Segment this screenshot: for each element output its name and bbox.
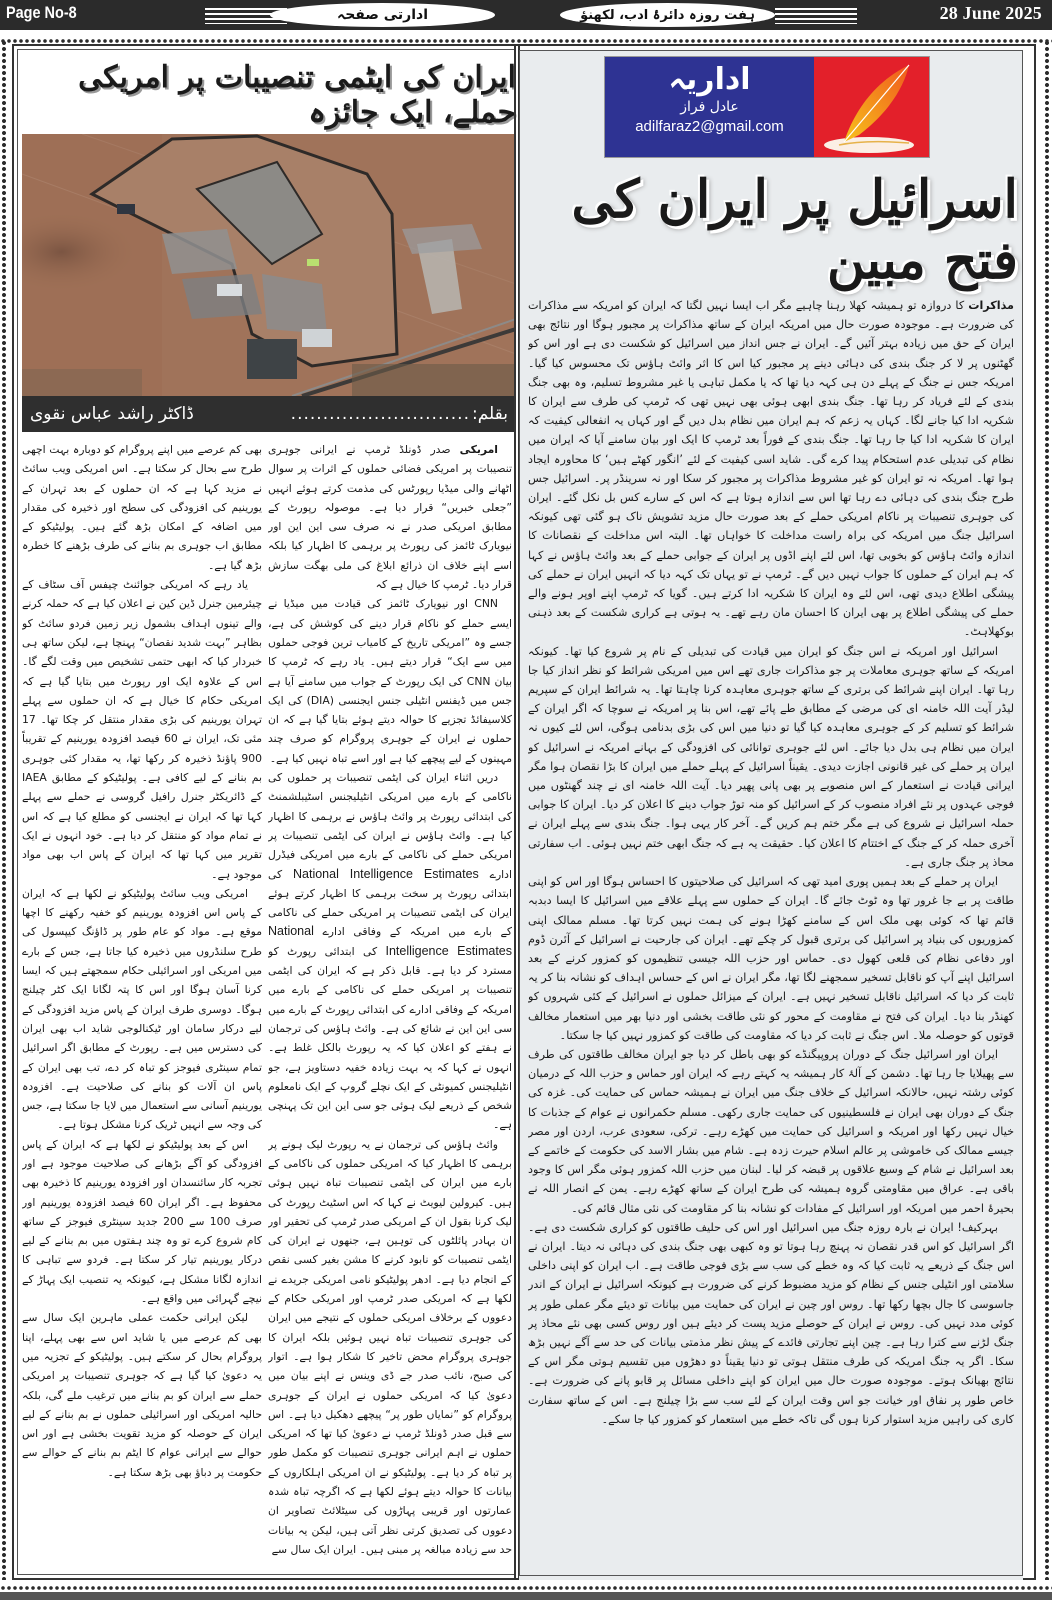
editorial-paragraph: [528, 1045, 1014, 1218]
english-term: National Intelligence Estimates: [268, 924, 512, 958]
paragraph-text: CNN اور نیویارک ٹائمز کی قیادت میں میڈیا نے ایسے حملے کو ناکام قرار دینے کی کوشش کی ہے، جسے وہ ”امریکی تاریخ کے کامیاب ترین فوجی حملوں میں سے ایک“ قرار دیتے ہیں۔ یاد رہے کہ ٹرمپ کا بیان CNN کی ایک رپورٹ کے جواب میں سامنے آیا ہے جس میں ڈیفنس انٹیلی جنس ایجنسی (DIA) کی ایک کلاسیفائڈ تجزیے کا حوالہ دیتے ہوئے بتایا گیا ہے کہ ان حملوں نے ایران کے جوہری پروگرام کو صرف چند مہینوں کے لیے پیچھے کیا ہے اور اسے تباہ نہیں کیا ہے۔: [268, 597, 512, 765]
paragraph-text: کی ابتدائی رپورٹ کو مسترد کر دیا ہے۔ قابل ذکر ہے کہ ایران کی ایٹمی تنصیبات پر امریکی حملے کی ناکامی کے بارے میں امریکہ کے وفاقی ادارے کی ابتدائی رپورٹ کے بارے میں سی این این نے شائع کی ہے۔ وائٹ ہاؤس کی ترجمان نے ہفتے کو اعلان کیا کہ یہ رپورٹ بالکل غلط ہے۔ انہوں نے کہا کہ یہ بہت زیادہ خفیہ دستاویز ہے، جو انٹیلیجنس کمیونٹی کے ایک نچلے گروپ کے ایک نامعلوم شخص کے ذریعے لیک ہوئی جو سی این این تک پہنچی ہے۔: [268, 944, 512, 1132]
left-article-headline: ایران کی ایٹمی تنصیبات پر امریکی حملے، ایک جائزہ: [78, 60, 516, 130]
paragraph-text: امریکی ویب سائٹ پولیٹیکو نے لکھا ہے کہ ایران کے پاس اس افزودہ یورینیم کو خفیہ رکھنے کا اچھا موقع ہے۔ مواد کو عام طور پر ڈاؤنگ کیپسول کی طرح سلنڈروں میں ذخیرہ کیا جاتا ہے، جس کے بارے میں امریکی اور اسرائیلی حکام سمجھتے ہیں کہ ایسا کرنا آسان ہوگا اور اس کا پتہ لگانا ایک کٹر چیلنج ہوگا۔ دوسری طرف ایران کے پاس مزید افزودگی کے لیے درکار سامان اور ٹیکنالوجی شاید اب بھی ایران کی دسترس میں ہے۔ رپورٹ کے مطابق اگر اسرائیل تمام سینٹری فیوجز کو تباہ کر دے، تب بھی ایران کے پاس ان آلات کو بنانے کی صلاحیت ہے۔ افزودہ یورینیم آسانی سے استعمال میں لایا جا سکتا ہے، جس کی وجہ سے انہیں ٹریک کرنا مشکل ہوتا ہے۔: [22, 886, 262, 1132]
lead-word: امریکی: [459, 443, 498, 456]
issue-date: 28 June 2025: [939, 3, 1042, 23]
editorial-body: [528, 296, 1014, 1574]
paragraph-text: کی ابتدائی رپورٹ پر سخت برہمی کا اظہار کرتے ہوئے ایران کی ایٹمی تنصیبات پر امریکی حملے کی ناکامی کے بارے میں امریکہ کے وفاقی ادارے: [268, 867, 512, 939]
article-paragraph: [22, 440, 262, 575]
banner-text-panel: [605, 57, 814, 157]
paragraph-text: ایران اور اسرائیل جنگ کے دوران پروپیگنڈے کو بھی باطل کر دیا جو ایران مخالف طاقتوں کی طرف سے پھیلایا جا رہا تھا۔ دشمن کے آلۂ کار ہمیشہ یہ کہتے رہے کہ ایران اور حماس و حزب اللہ کے درمیان کوئی رشتہ نہیں، حالانکہ اسرائیل کے خلاف جنگ میں ایران نے ہمیشہ حماس کی حمایت کی۔ غزہ کی جنگ کے دوران بھی ایران نے فلسطینیوں کی حمایت جاری رکھی۔ مسلم حکمرانوں نے عوام کے جذبات کا خیال نہیں رکھا اور امریکہ و اسرائیل کی حمایت میں کھڑے رہے۔ ترکی، سعودی عرب، اردن اور مصر جیسے ممالک کی خاموشی پر عالم اسلام حیرت زدہ ہے۔ شام میں بشار الاسد کی حکومت کے خاتمے کے بعد اسرائیل نے شام کے وسیع علاقوں پر قبضہ کر لیا۔ لبنان میں حزب اللہ کمزور ہوئی مگر اس کا وجود باقی ہے۔ عراق میں مقاومتی گروہ ہمیشہ کی طرح ایران کے ساتھ کھڑے رہے۔ یمن کے انصار اللہ نے بحیرۂ احمر میں امریکہ اور اسرائیل کے مفادات کو نشانہ بنا کر مقاومت کی نئی مثال قائم کی۔: [528, 1047, 1014, 1215]
paragraph-text: وائٹ ہاؤس کی ترجمان نے یہ رپورٹ لیک ہونے پر برہمی کا اظہار کیا کہ امریکی حملوں کی ناکامی کے بارے میں ایران کی ایٹمی تنصیبات تباہ نہیں ہوئی ہیں۔ کیرولین لیویٹ نے کہا کہ اس اسٹیٹ رپورٹ کی لیک کرنا بقول ان کے امریکی صدر ٹرمپ کی تحقیر اور ان بہادر پائلٹوں کی توہین ہے، جنھوں نے ایران کی ایٹمی تنصیبات کو نابود کرنے کا مشن بغیر کسی نقص کے انجام دیا ہے۔ ادھر پولیٹیکو نامی امریکی جریدے نے لکھا ہے کہ امریکی صدر ٹرمپ اور امریکی حکام کے دعووں کے برخلاف امریکی حملوں کے نتیجے میں ایران کی جوہری تنصیبات تباہ نہیں ہوئیں بلکہ ایران کا جوہری پروگرام محض تاخیر کا شکار ہوا ہے۔ اتوار کی صبح، نائب صدر جے ڈی وینس نے اپنے بیان میں دعویٰ کیا کہ امریکی حملوں نے ایران کے جوہری پروگرام کو ”نمایاں طور پر“ پیچھے دھکیل دیا ہے۔ اس سے قبل صدر ڈونلڈ ٹرمپ نے دعویٰ کیا تھا کہ امریکی حملوں نے اہم ایرانی جوہری تنصیبات کو مکمل طور پر تباہ کر دیا ہے۔ پولیٹیکو نے ان امریکی اہلکاروں کے بیانات کا حوالہ دیتے ہوئے لکھا ہے کہ اگرچہ تباہ شدہ عمارتوں اور قریبی پہاڑوں کی سیٹلائٹ تصاویر ان دعووں کی تصدیق کرتی نظر آتی ہیں، لیکن یہ بیانات حد سے زیادہ مبالغہ پر مبنی ہیں۔ ایران ایک سال سے: [268, 1137, 512, 1556]
paragraph-text: ایران پر حملے کے بعد ہمیں پوری امید تھی کہ اسرائیل کی صلاحیتوں کا احساس ہوگا اور اس کو اپنی طاقت پر بے جا غرور تھا وہ ٹوٹ جائے گا۔ ایران کے حملوں سے پہلے علاقے میں اسرائیل کا ایسا دبدبہ قائم تھا کہ کوئی بھی ملک اس کے سامنے کھڑا ہونے کی ہمت نہیں کرتا تھا۔ مسلم ممالک اپنی کمزوریوں کی بنیاد پر اسرائیل کی برتری قبول کر چکے تھے۔ ایران کی جارحیت نے اسرائیل کے آئرن ڈوم اور دفاعی نظام کی قلعی کھول دی۔ حماس اور حزب اللہ جیسی تنظیموں کو کمزور کرنے کے بعد اسرائیل اپنے آپ کو ناقابل تسخیر سمجھنے لگا تھا، مگر ایران نے اس کے حساس اہداف کو نشانہ بنا کر یہ ثابت کر دیا کہ اسرائیل ناقابل تسخیر نہیں ہے۔ ایران کے میزائل حملوں نے اسرائیل کے کئی شہروں کو کھنڈر بنا دیا۔ ایران کی فتح نے مقاومت کے محور کو نئی طاقت بخشی اور دنیا بھر میں استعمار مخالف قوتوں کو حوصلہ ملا۔ اس جنگ نے ثابت کر دیا کہ مقاومت کی طاقت کو کمزور نہیں کیا جا سکتا۔: [528, 875, 1014, 1042]
paragraph-text: لیکن ایرانی حکمت عملی ماہرین ایک سال سے بھی کم عرصے میں یا شاید اس سے بھی پہلے، اپنا پروگرام بحال کر سکتے ہیں۔ پولیٹیکو کے تجزیہ میں یہ دعویٰ کیا گیا ہے کہ جوہری تنصیبات پر امریکی حملے سے ایران کو بم بنانے میں ترغیب ملے گی، بلکہ حالیہ امریکی اور اسرائیلی حملوں نے بم بنانے کے لیے ایران کے حوصلہ کو مزید تقویت بخشی ہے اور اس حوالے سے ایرانی عوام کا ایٹم بم بنانے کے حوالے سے حکومت پر دباؤ بھی بڑھ سکتا ہے۔: [22, 1311, 262, 1479]
masthead: [0, 0, 1052, 30]
english-term: National Intelligence Estimates: [293, 866, 479, 881]
author-email: adilfaraz2@gmail.com: [635, 118, 784, 135]
editorial-headline: اسرائیل پر ایران کی فتح مبین: [571, 169, 1018, 291]
editorial-paragraph: [528, 1218, 1014, 1429]
article-paragraph: [22, 1308, 262, 1482]
paragraph-text: اسرائیل اور امریکہ نے اس جنگ کو ایران میں قیادت کی تبدیلی کے نام پر شروع کیا تھا۔ کیونکہ امریکہ کے ساتھ جوہری معاملات پر جو مذاکرات جاری تھے اس میں امریکی شرائط کو نظر انداز کیا جا رہا تھا۔ ایران اپنے شرائط کی برتری کے ساتھ جوہری معاہدہ کرنا چاہتا تھا۔ یہ شرائط ایران کے سپریم لیڈر آیت اللہ خامنہ ای کی مرضی کے مطابق طے پائے تھے، اس بنا پر امریکہ نے سوچا کہ اگر ایران کے شرائط کو تسلیم کر کے جوہری معاہدہ کیا گیا تو دنیا میں اس کی بڑی بدنامی ہوگی، اس لئے کیوں نہ ایران میں نظام ہی بدل دیا جائے۔ اس لئے جوہری توانائی کی افزودگی کے بہانے امریکہ نے اسرائیل کو ایران پر حملے کی غیر قانونی اجازت دیدی۔ یقیناً اسرائیل کے پہلے حملے میں ایران کا بڑا نقصان ہوا مگر ایرانی قیادت نے استعمار کے اس منصوبے پر بھی پانی پھیر دیا۔ آیت اللہ خامنہ ای نے چند گھنٹوں میں فوجی عہدوں پر نئے افراد منصوب کر کے اسرائیل کو منہ توڑ جواب دینے کا اعلان کر دیا۔ ایران کا جوابی حملہ اسرائیل نے شروع کی ہے مگر ختم ہم کریں گے۔ آخر کار یہی ہوا۔ جنگ بندی سے پہلے ایران نے آخری حملہ کر کے جنگ کے اختتام کا اعلان کیا۔ حقیقت یہ ہے کہ جنگ ابھی ختم نہیں ہوئی۔ اب سفارتی محاذ پر جنگ جاری ہے۔: [528, 644, 1014, 869]
stripes-decoration: [775, 8, 857, 24]
left-article-column-right: [268, 440, 512, 1575]
quill-panel: [814, 57, 929, 157]
article-paragraph: [268, 1135, 512, 1560]
article-paragraph: [22, 575, 262, 884]
editorial-paragraph: [528, 872, 1014, 1045]
paragraph-text: کا دروازہ تو ہمیشہ کھلا رہنا چاہیے مگر اب ایسا نہیں لگتا کہ ایران کو امریکہ سے مذاکرات کی ضرورت ہے۔ موجودہ صورت حال میں امریکہ ایران کے ساتھ مذاکرات پر مجبور ہوگا اور نتائج بھی ایران کے حق میں زیادہ بہتر آئیں گے۔ ایران نے جس انداز میں اسرائیل کو شکست دی ہے اور اس کو گھٹنوں پر لا کر جنگ بندی کی دہائی دینے پر مجبور کیا اس کا اثر وائٹ ہاؤس تک محسوس کیا گیا۔ امریکہ جس نے جنگ کے پہلے دن ہی کہہ دیا تھا کہ یا مکمل تباہی یا غیر مشروط تسلیم، وہ بھی جنگ بندی کے لئے فریاد کر رہا تھا۔ جنگ بندی ابھی ہوئی بھی نہیں تھی کہ ٹرمپ کی طرف سے ایران کا شکریہ ادا کیا جانے لگا۔ کہاں یہ زعم کہ ہم ایران میں نظام بدل دیں گے اور کہاں یہ انفعالی کیفیت کہ ایران کا شکریہ ادا کیا جا رہا تھا۔ جنگ بندی کے فوراً بعد ٹرمپ کا ایک اور بیان سامنے آیا کہ ایران میں نظام کی تبدیلی عدم استحکام پیدا کرے گی۔ شاید اسی کیفیت کے لئے ’انگور کھٹے ہیں‘ کا محاورہ ایجاد ہوا تھا۔ امریکہ نہ تو ایران کو غیر مشروط مذاکرات پر مجبور کر سکا اور نہ سرینڈر پر۔ اسرائیل جس طرح جنگ بندی کی دہائی دے رہا تھا اس سے اندازہ ہوتا ہے کہ اس کے سارے کس بل نکل گئے۔ ایران کی جوہری تنصیبات پر ناکام امریکی حملے کے بعد صورت حال مزید تشویش ناک ہو گئی تھی کیونکہ اسرائیل جنگ میں امریکہ کی براہ راست مداخلت کا خواہاں تھا۔ البتہ اس مداخلت کے نقصانات کا اندازہ وائٹ ہاؤس کو بخوبی تھا، اس لئے اپنے اڈوں پر ایران کے جوابی حملے کے بعد وائٹ ہاؤس نے کہا کہ ہم ایران کے حملوں کا جواب نہیں دیں گے۔ ٹرمپ نے تو یہاں تک کہہ دیا کہ انہیں ایران نے حملے کی پیشگی اطلاع دیدی تھی، اس لئے وہ ایران کا شکریہ ادا کرتے ہیں۔ گویا کہ ٹرمپ اپنے اوپر ہونے والے حملے کی پیشگی اطلاع پر بھی ایران کا احسان مان رہے تھے۔ یہ ہوتی ہے کراری شکست کے بعد ذہنی بوکھلاہٹ۔: [528, 299, 1014, 639]
paragraph-text: صدر ڈونلڈ ٹرمپ نے ایرانی جوہری تنصیبات پر امریکی فضائی حملوں کے اثرات پر سوال اٹھانے والی میڈیا رپورٹس کی مذمت کرتے ہوئے انہیں ”جعلی خبریں“ قرار دیا ہے۔ موصولہ رپورٹ کے مطابق امریکی صدر نے نہ صرف سی این این اور نیویارک ٹائمز کی رپورٹ پر برہمی کا اظہار کیا بلکہ اسے اپنے خلاف ان ذرائع ابلاغ کی ملی بھگت سازش قرار دیا۔ ٹرمپ کا خیال ہے کہ: [268, 443, 512, 592]
left-article-column-left: [22, 440, 262, 1575]
paragraph-text: بہرکیف! ایران نے بارہ روزہ جنگ میں اسرائیل اور اس کی حلیف طاقتوں کو کراری شکست دی ہے۔ اگر اسرائیل کو اس قدر نقصان نہ پہنچ رہا ہوتا تو وہ کبھی بھی جنگ بندی کی دہائی نہ دیتا۔ ایران نے اس جنگ کے ذریعے یہ ثابت کیا کہ وہ خطے کی سب سے بڑی فوجی طاقت ہے۔ اب ایران کو اپنی داخلی سلامتی اور انٹیلی جنس کے نظام کو مزید مضبوط کرنے کی ضرورت ہے کیونکہ اسرائیل نے ایران کے اندر جاسوسی کا جال بچھا رکھا تھا۔ روس اور چین نے ایران کی حمایت میں بیانات تو دیئے مگر عملی طور پر کوئی مدد نہیں کی۔ روس نے ایران کے حوصلے مزید پست کر دیئے ہیں اور روس کسی بھی نئے محاذ پر جنگ لڑنے سے کترا رہا ہے۔ چین اپنے تجارتی فائدے کے پیش نظر مذمتی بیانات کی حد سے آگے نہیں بڑھ سکا۔ اگر یہ جنگ امریکہ کی طرف منتقل ہوتی تو دنیا یقیناً دو دھڑوں میں تقسیم ہوتی مگر اس کے نتائج بھیانک ہوتے۔ موجودہ صورت حال میں ایران کو اپنے داخلی مسائل پر قابو پانے کی ضرورت ہے۔ خاص طور پر نفاق اور خیانت جو اس وقت ایران کے لئے سب سے بڑا چیلنج ہے۔ اس کے ساتھ سفارت کاری کی راہیں مزید استوار کرنا ہوں گی تاکہ خطے میں استعمار کو کمزور کیا جا سکے۔: [528, 1220, 1014, 1426]
paragraph-text: بھی کم عرصے میں اپنے پروگرام کو دوبارہ بہت اچھی طرح سے بحال کر سکتا ہے۔ اس امریکی ویب سائٹ نے مزید کہا ہے کہ ان حملوں کے بعد تہران کے یورینیم کی افزودگی کی سطح اور ذخیرہ کی مقدار میں اضافہ کے امکان بڑھ گئے ہیں۔ پولیٹیکو کے مطابق اب جوہری بم بنانے کی طرف بڑھنے کا خطرہ بڑھ گیا ہے۔: [22, 443, 262, 572]
byline-bar: [22, 396, 516, 432]
article-paragraph: [268, 440, 512, 594]
nuclear-facility-satellite-image: [22, 134, 516, 396]
author-name: ڈاکٹر راشد عباس نقوی: [30, 404, 194, 424]
bottom-rule: [0, 1592, 1052, 1600]
dotted-border-right: [1043, 40, 1051, 1580]
paragraph-text: اس کے بعد پولیٹیکو نے لکھا ہے کہ ایران کے پاس افزودگی کو آگے بڑھانے کی صلاحیت موجود ہے اور تجربہ کار سائنسدان اور افزودہ یورینیم کا ذخیرہ بھی محفوظ ہے۔ اگر ایران 60 فیصد افزودہ یورینیم اور صرف 100 سے 200 جدید سینٹری فیوجز کے ساتھ کام شروع کرے تو وہ چند ہفتوں میں بم بنانے کے لیے درکار یورینیم تیار کر سکتا ہے۔ فردو سے تباہی کا اندازہ لگانا مشکل ہے، کیونکہ یہ تنصیب ایک پہاڑ کے نیچے گہرائی میں واقع ہے۔: [22, 1137, 262, 1306]
dotted-border-bottom: [0, 1584, 1052, 1592]
section-title-oval: [270, 3, 495, 27]
dotted-border-left: [0, 40, 8, 1580]
satellite-photo: [22, 134, 516, 396]
paragraph-text: یاد رہے کہ امریکی جوائنٹ چیفس آف سٹاف کے چیئرمین جنرل ڈین کین نے اعلان کیا ہے کہ حملہ کرنے والے تینوں اہداف بشمول زیر زمین فردو سائٹ کو بظاہر ”بہت شدید نقصان“ پہنچا ہے، لیکن ساتھ ہی خبردار کیا کہ ابھی حتمی تشخیص میں وقت لگے گا۔ اس کے علاوہ ایک اور رپورٹ میں بتایا گیا ہے کہ امریکی حکام کا خیال ہے کہ ان حملوں سے پہلے تہران یورینیم کی بڑی مقدار منتقل کر چکا تھا۔ 17 مئی تک، ایران نے 60 فیصد افزودہ یورینیم کے تقریباً 900 پاؤنڈ ذخیرہ کر رکھا تھا، یہ مقدار کئی جوہری بم بنانے کے لیے کافی ہے۔ پولیٹیکو کے مطابق IAEA کے ڈائریکٹر جنرل رافیل گروسی نے حملے سے پہلے کہا تھا کہ ایران نے ایجنسی کو مطلع کیا ہے کہ اس نے تمام مواد کو منتقل کر دیا ہے۔ خود انہوں نے ایک تقریر میں کہا تھا کہ ایران کے پاس اب بھی مواد موجود ہے۔: [22, 578, 262, 881]
lead-word: مذاکرات: [968, 299, 1014, 312]
byline-label: بقلم:: [471, 404, 508, 424]
banner-title: اداریہ: [668, 62, 751, 97]
editorial-paragraph: [528, 642, 1014, 872]
article-paragraph: [22, 1135, 262, 1309]
article-paragraph: [268, 768, 512, 1135]
article-paragraph: [22, 884, 262, 1135]
paragraph-text: دریں اثناء ایران کی ایٹمی تنصیبات پر حملوں کی ناکامی کے بارے میں امریکی انٹیلیجنس اسٹیبلشمنٹ کی ابتدائی رپورٹ پر وائٹ ہاؤس نے برہمی کا اظہار کیا ہے۔ وائٹ ہاؤس نے ایران کی ایٹمی تنصیبات پر امریکی حملے کی ناکامی کے بارے میں امریکی فیڈرل ادارے: [268, 771, 512, 881]
editorial-paragraph: [528, 296, 1014, 642]
page-number: Page No-8: [6, 3, 77, 22]
byline-dots: ............................: [290, 404, 470, 424]
section-title: ادارتی صفحہ: [336, 7, 429, 23]
quill-pen-icon: [814, 57, 929, 157]
paper-name-oval: [560, 3, 775, 27]
article-paragraph: [268, 594, 512, 768]
editorial-banner: [604, 56, 930, 158]
paper-name: ہفت روزہ دائرۂ ادب، لکھنؤ: [580, 7, 755, 23]
banner-author: عادل فراز: [680, 99, 739, 115]
